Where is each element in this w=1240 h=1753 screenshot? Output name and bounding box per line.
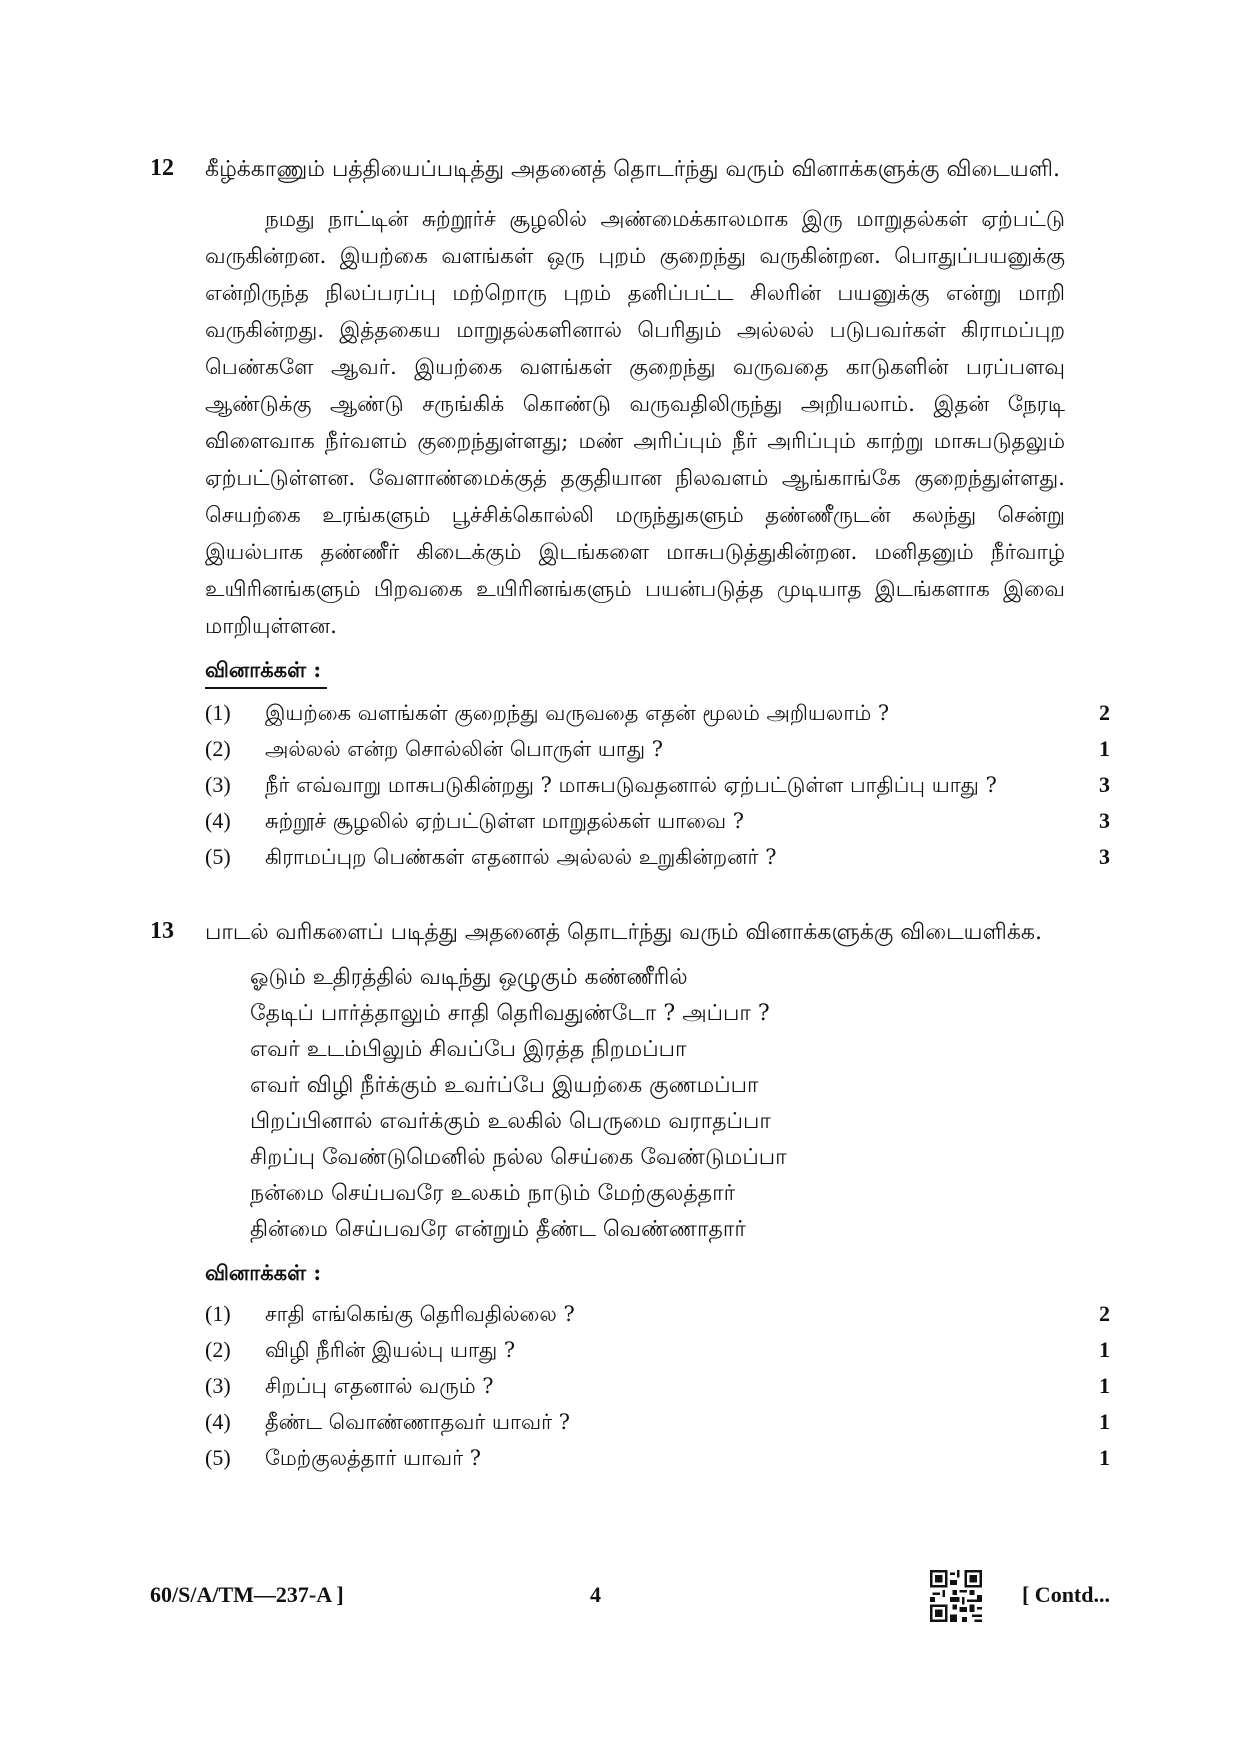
- sub-question-marks: 1: [1099, 1337, 1110, 1362]
- sub-question-number: (5): [205, 1445, 231, 1470]
- sub-question-text: சிறப்பு எதனால் வரும் ?: [265, 1374, 494, 1398]
- sub-question-number: (4): [205, 808, 231, 833]
- sub-question-text: சுற்றூச் சூழலில் ஏற்பட்டுள்ள மாறுதல்கள் யாவை ?: [265, 809, 745, 833]
- continued-label: [ Contd...: [1021, 1582, 1110, 1607]
- question-13: [150, 915, 1110, 1476]
- poem-line: பிறப்பினால் எவர்க்கும் உலகில் பெருமை வராதப்பா: [250, 1109, 771, 1134]
- sub-question-number: (1): [205, 700, 231, 725]
- sub-question-text: அல்லல் என்ற சொல்லின் பொருள் யாது ?: [265, 737, 663, 761]
- poem-line: எவர் உடம்பிலும் சிவப்பே இரத்த நிறமப்பா: [250, 1037, 687, 1062]
- sub-question-marks: 3: [1099, 772, 1110, 797]
- question-number: 12: [150, 155, 174, 181]
- sub-question-marks: 1: [1099, 1373, 1110, 1398]
- sub-question-list: [205, 1296, 1110, 1476]
- sub-question-text: இயற்கை வளங்கள் குறைந்து வருவதை எதன் மூலம் அறியலாம் ?: [265, 701, 890, 725]
- sub-question: [205, 767, 1110, 803]
- sub-question-marks: 1: [1099, 1445, 1110, 1470]
- questions-heading: வினாக்கள் :: [205, 653, 327, 689]
- sub-question-marks: 1: [1099, 736, 1110, 761]
- sub-question-number: (2): [205, 1337, 231, 1362]
- sub-question-marks: 3: [1099, 844, 1110, 869]
- question-prompt: பாடல் வரிகளைப் படித்து அதனைத் தொடர்ந்து வரும் வினாக்களுக்கு விடையளிக்க.: [205, 920, 1042, 945]
- sub-question-text: தீண்ட வொண்ணாதவர் யாவர் ?: [265, 1410, 571, 1434]
- sub-question: [205, 1332, 1110, 1368]
- questions-heading: வினாக்கள் :: [205, 1260, 322, 1285]
- sub-question-text: நீர் எவ்வாறு மாசுபடுகின்றது ? மாசுபடுவதனால் ஏற்பட்டுள்ள பாதிப்பு யாது ?: [265, 773, 997, 797]
- sub-question-marks: 3: [1099, 808, 1110, 833]
- passage: நமது நாட்டின் சுற்றூர்ச் சூழலில் அண்மைக்காலமாக இரு மாறுதல்கள் ஏற்பட்டு வருகின்றன. இயற்கை வளங்கள் ஒரு புறம் குறைந்து வருகின்றன. பொதுப்பயனுக்கு என்றிருந்த நிலப்பரப்பு மற்றொரு புறம் தனிப்பட்ட சிலரின் பயனுக்கு என்று மாறி வருகின்றது. இத்தகைய மாறுதல்களினால் பெரிதும் அல்லல் படுபவர்கள் கிராமப்புற பெண்களே ஆவர். இயற்கை வளங்கள் குறைந்து வருவதை காடுகளின் பரப்பளவு ஆண்டுக்கு ஆண்டு சருங்கிக் கொண்டு வருவதிலிருந்து அறியலாம். இதன் நேரடி விளைவாக நீர்வளம் குறைந்துள்ளது; மண் அரிப்பும் நீர் அரிப்பும் காற்று மாசுபடுதலும் ஏற்பட்டுள்ளன. வேளாண்மைக்குத் தகுதியான நிலவளம் ஆங்காங்கே குறைந்துள்ளது. செயற்கை உரங்களும் பூச்சிக்கொல்லி மருந்துகளும் தண்ணீருடன் கலந்து சென்று இயல்பாக தண்ணீர் கிடைக்கும் இடங்களை மாசுபடுத்துகின்றன. மனிதனும் நீர்வாழ் உயிரினங்களும் பிறவகை உயிரினங்களும் பயன்படுத்த முடியாத இடங்களாக இவை மாறியுள்ளன.: [205, 207, 1065, 639]
- poem: [250, 960, 1110, 1248]
- sub-question: [205, 1368, 1110, 1404]
- sub-question-text: மேற்குலத்தார் யாவர் ?: [265, 1446, 482, 1470]
- sub-question-number: (5): [205, 844, 231, 869]
- sub-question: [205, 1440, 1110, 1476]
- page-number: 4: [590, 1582, 601, 1607]
- poem-line: தேடிப் பார்த்தாலும் சாதி தெரிவதுண்டோ ? அப்பா ?: [250, 1001, 770, 1026]
- sub-question-number: (4): [205, 1409, 231, 1434]
- question-number: 13: [150, 918, 174, 944]
- sub-question: [205, 1404, 1110, 1440]
- page-footer: [150, 1570, 1110, 1620]
- question-prompt: கீழ்க்காணும் பத்தியைப்படித்து அதனைத் தொடர்ந்து வரும் வினாக்களுக்கு விடையளி.: [205, 157, 1060, 182]
- sub-question: [205, 1296, 1110, 1332]
- sub-question-marks: 2: [1099, 1301, 1110, 1326]
- sub-question-number: (2): [205, 736, 231, 761]
- question-12: [150, 152, 1110, 875]
- qr-code-icon: [930, 1570, 982, 1622]
- poem-line: நன்மை செய்பவரே உலகம் நாடும் மேற்குலத்தார்: [250, 1181, 736, 1206]
- sub-question-marks: 2: [1099, 700, 1110, 725]
- poem-line: சிறப்பு வேண்டுமெனில் நல்ல செய்கை வேண்டுமப்பா: [250, 1145, 787, 1170]
- sub-question: [205, 803, 1110, 839]
- sub-question: [205, 839, 1110, 875]
- sub-question-text: சாதி எங்கெங்கு தெரிவதில்லை ?: [265, 1302, 575, 1326]
- sub-question: [205, 695, 1110, 731]
- paper-code: 60/S/A/TM—237-A ]: [150, 1582, 344, 1607]
- sub-question-text: விழி நீரின் இயல்பு யாது ?: [265, 1338, 516, 1362]
- poem-line: தின்மை செய்பவரே என்றும் தீண்ட வெண்ணாதார்: [250, 1217, 746, 1242]
- sub-question-list: [205, 695, 1110, 875]
- sub-question-number: (3): [205, 1373, 231, 1398]
- sub-question-marks: 1: [1099, 1409, 1110, 1434]
- sub-question-number: (1): [205, 1301, 231, 1326]
- sub-question-number: (3): [205, 772, 231, 797]
- poem-line: எவர் விழி நீர்க்கும் உவர்ப்பே இயற்கை குணமப்பா: [250, 1073, 759, 1098]
- poem-line: ஓடும் உதிரத்தில் வடிந்து ஒழுகும் கண்ணீரில்: [250, 965, 688, 990]
- sub-question: [205, 731, 1110, 767]
- sub-question-text: கிராமப்புற பெண்கள் எதனால் அல்லல் உறுகின்றனர் ?: [265, 845, 777, 869]
